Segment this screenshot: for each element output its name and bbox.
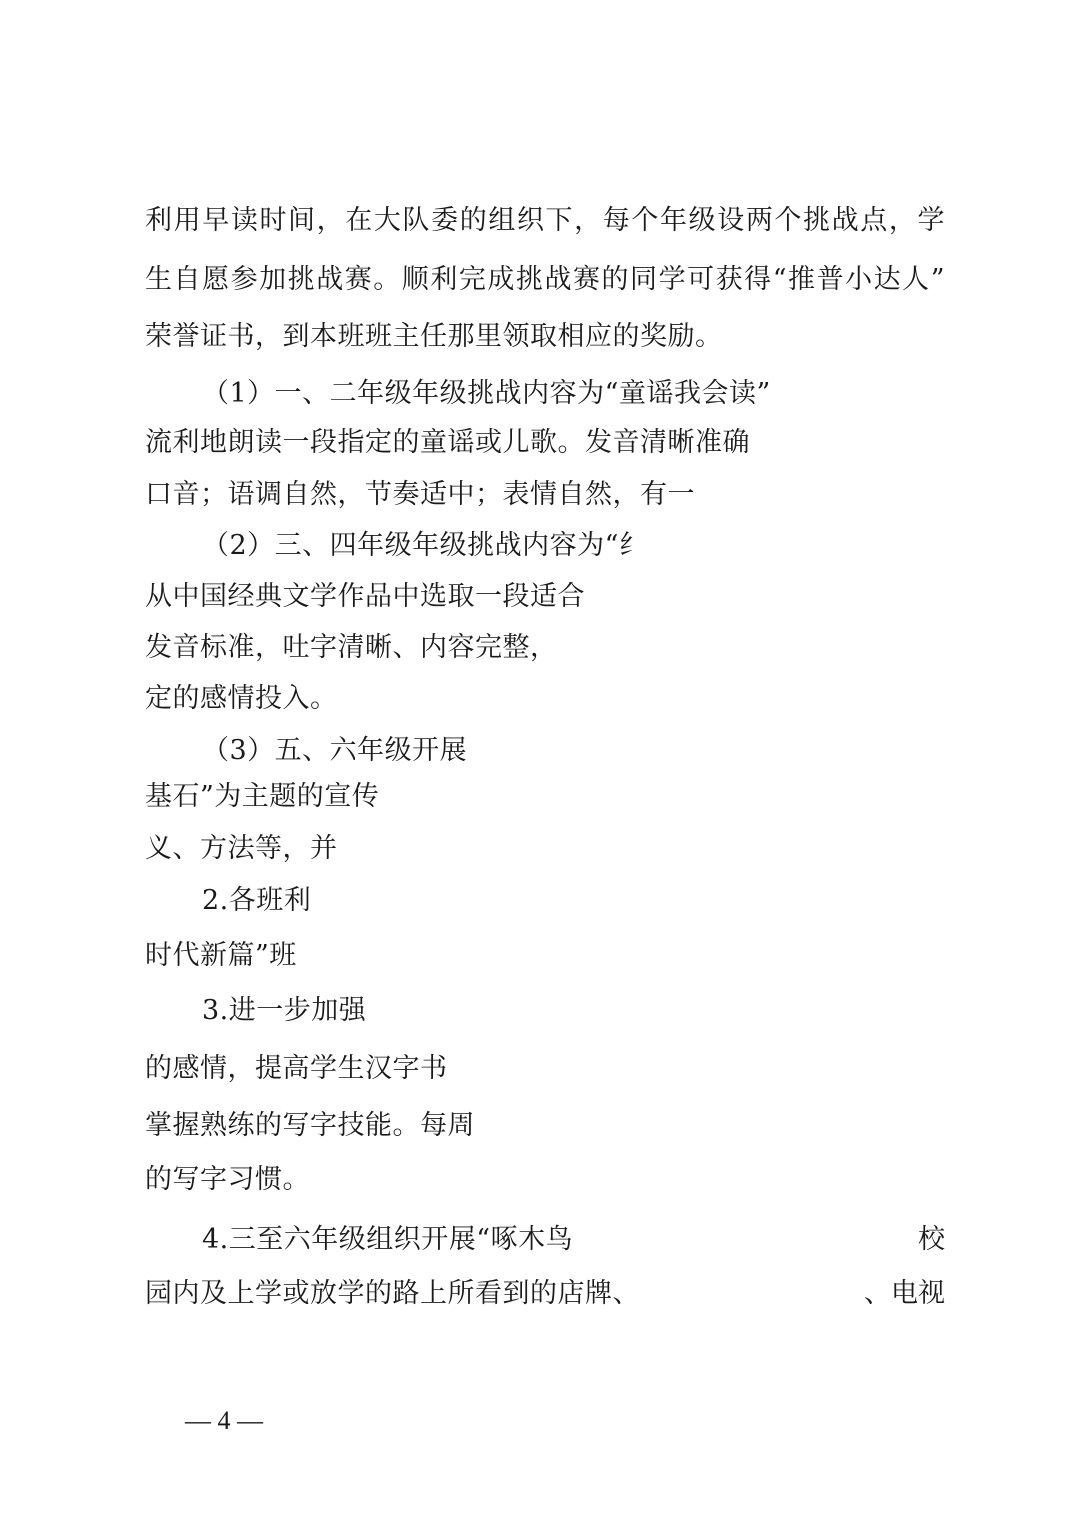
section-2-line-2: 时代新篇”班	[145, 940, 297, 971]
item-2-heading: （2）三、四年级年级挑战内容为“纟	[202, 530, 647, 561]
section-3-line-3: 掌握熟练的写字技能。每周	[145, 1110, 475, 1141]
paragraph-line-2: 生自愿参加挑战赛。顺利完成挑战赛的同学可获得“推普小达人”	[145, 264, 945, 295]
section-3-heading: 3.进一步加强	[202, 995, 367, 1026]
item-3-line-2: 基石”为主题的宣传	[145, 781, 380, 812]
section-4-line-2-right-fragment: 、电视	[864, 1278, 945, 1309]
item-2-line-4: 定的感情投入。	[145, 683, 338, 714]
section-4-line-2: 园内及上学或放学的路上所看到的店牌、	[145, 1278, 640, 1309]
item-1-line-3: 口音；语调自然，节奏适中；表情自然，有一	[145, 479, 695, 510]
section-2-heading: 2.各班利	[202, 885, 312, 916]
item-3-heading: （3）五、六年级开展	[202, 735, 468, 766]
paragraph-line-1: 利用早读时间，在大队委的组织下，每个年级设两个挑战点，学	[145, 205, 945, 236]
item-2-line-3: 发音标准，吐字清晰、内容完整，	[145, 632, 558, 663]
paragraph-line-3: 荣誉证书，到本班班主任那里领取相应的奖励。	[145, 321, 723, 352]
section-4-heading: 4.三至六年级组织开展“啄木鸟	[202, 1224, 574, 1255]
item-3-line-3: 义、方法等，并	[145, 833, 338, 864]
item-1-heading: （1）一、二年级年级挑战内容为“童谣我会读”	[202, 378, 771, 409]
section-4-heading-right-fragment: 校	[918, 1224, 945, 1255]
section-3-line-2: 的感情，提高学生汉字书	[145, 1053, 448, 1084]
item-1-line-2: 流利地朗读一段指定的童谣或儿歌。发音清晰准确	[145, 427, 750, 458]
item-2-line-2: 从中国经典文学作品中选取一段适合	[145, 581, 585, 612]
section-3-line-4: 的写字习惯。	[145, 1164, 310, 1195]
page-number: — 4 —	[185, 1406, 263, 1435]
